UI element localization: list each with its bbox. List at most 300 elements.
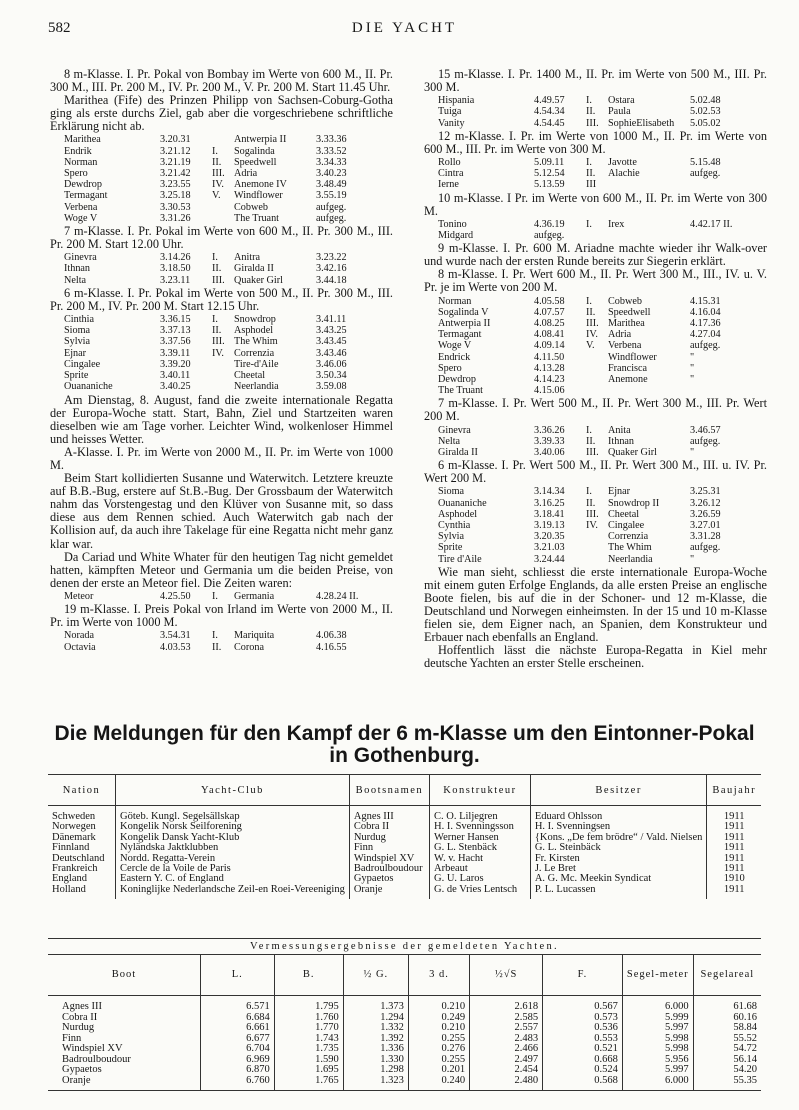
entries-table	[48, 774, 761, 899]
table-cell: Arbeaut	[430, 864, 531, 874]
result-cell: 5.15.48	[690, 156, 721, 168]
result-cell: 3.46.06	[316, 358, 347, 370]
result-cell: I.	[212, 590, 218, 602]
results-table	[438, 296, 742, 397]
result-cell: 3.54.31	[160, 630, 191, 642]
table-cell: 61.68	[693, 996, 761, 1013]
table-cell: 60.16	[693, 1013, 761, 1024]
results-table	[438, 219, 742, 241]
result-row	[438, 498, 742, 509]
result-cell: III.	[586, 117, 599, 129]
table-cell: 5.997	[622, 1065, 693, 1076]
result-cell: 3.40.23	[316, 168, 347, 180]
table-cell: 1911	[707, 864, 761, 874]
result-cell: 3.40.06	[534, 446, 565, 458]
table-row	[48, 996, 761, 1013]
table-cell: Nordd. Regatta-Verein	[116, 854, 350, 864]
result-row	[64, 190, 368, 201]
table-cell: 54.20	[693, 1065, 761, 1076]
table-cell: 1.336	[343, 1044, 408, 1055]
table-cell: 2.497	[470, 1055, 543, 1066]
result-cell: 4.11.50	[534, 351, 565, 363]
table-row	[48, 1034, 761, 1045]
result-cell: 3.31.26	[160, 212, 191, 224]
paragraph: A-Klasse. I. Pr. im Werte von 2000 M., II. Pr. im Werte von 1000 M.	[50, 444, 393, 472]
result-cell: 3.43.25	[316, 325, 347, 337]
result-cell: Francisca	[608, 362, 648, 374]
result-cell: 3.33.36	[316, 134, 347, 146]
table-cell: Badroulboudour	[349, 864, 429, 874]
result-cell: Tuiga	[438, 106, 462, 118]
column-header: ½ G.	[343, 955, 408, 996]
table-cell: H. I. Svenningsen	[530, 822, 707, 832]
table-cell: G. U. Laros	[430, 874, 531, 884]
result-cell: Woge V	[64, 212, 98, 224]
result-cell: 3.46.57	[690, 424, 721, 436]
result-cell: Norman	[64, 156, 98, 168]
table-cell: 5.997	[622, 1023, 693, 1034]
result-cell: Spero	[64, 168, 88, 180]
result-cell: 3.14.34	[534, 486, 565, 498]
paragraph: 6 m-Klasse. I. Pr. Pokal im Werte von 500 M., II. Pr. 300 M., III. Pr. 200 M., IV. Pr. 200 M. Start 12.15 Uhr.	[50, 285, 393, 313]
paragraph: Hoffentlich lässt die nächste Europa-Regatta in Kiel mehr deutsche Yachten an erster Stelle erscheinen.	[424, 643, 767, 671]
result-cell: Ginevra	[64, 252, 97, 264]
table-cell: Agnes III	[349, 806, 429, 823]
result-row	[438, 352, 742, 363]
table-cell: 1911	[707, 806, 761, 823]
result-cell: 4.05.58	[534, 295, 565, 307]
result-cell	[586, 385, 608, 396]
result-cell: Antwerpia II	[438, 317, 491, 329]
table-cell: Nurdug	[349, 833, 429, 843]
result-cell: Tire-d'Aile	[234, 358, 279, 370]
result-cell: Asphodel	[438, 508, 478, 520]
results-table	[438, 486, 742, 564]
result-cell: 3.59.08	[316, 381, 347, 393]
table-cell: Oranje	[48, 1076, 200, 1091]
column-header: Nation	[48, 775, 116, 806]
result-cell: 3.39.11	[160, 347, 191, 359]
result-cell: Ithnan	[608, 435, 635, 447]
result-cell: 3.36.26	[534, 424, 565, 436]
table-cell: 0.521	[543, 1044, 623, 1055]
table-cell: G. L. Steinbäck	[530, 843, 707, 853]
result-cell: Tire d'Aile	[438, 553, 482, 565]
table-cell: 1.765	[274, 1076, 343, 1091]
result-cell: 3.19.13	[534, 519, 565, 531]
result-row	[438, 447, 742, 458]
result-cell: 3.26.59	[690, 508, 721, 520]
result-cell: III.	[212, 274, 225, 286]
result-cell: Endrick	[438, 351, 471, 363]
table-cell: Finn	[62, 1032, 82, 1044]
result-row	[438, 374, 742, 385]
right-column	[424, 68, 767, 671]
table-cell: 0.553	[543, 1034, 623, 1045]
table-cell: 56.14	[693, 1055, 761, 1066]
table-cell: 2.480	[470, 1076, 543, 1091]
table-cell: 0.255	[408, 1055, 469, 1066]
table-cell: 1.743	[274, 1034, 343, 1045]
result-cell: 3.14.26	[160, 252, 191, 264]
column-header: Segel-meter	[622, 955, 693, 996]
table-cell: 5.956	[622, 1055, 693, 1066]
table-row	[48, 806, 761, 823]
table-cell: Norwegen	[52, 821, 96, 833]
result-cell: 3.31.28	[690, 531, 721, 543]
result-cell: Windflower	[608, 351, 657, 363]
result-row	[64, 157, 368, 168]
result-cell: aufgeg.	[690, 168, 721, 180]
result-cell: Quaker Girl	[234, 274, 283, 286]
result-cell: Vanity	[438, 117, 465, 129]
result-cell: II.	[586, 168, 596, 180]
result-cell: Correnzia	[608, 531, 649, 543]
result-cell: 3.55.19	[316, 190, 347, 202]
result-cell	[212, 359, 234, 370]
table-cell: Cobra II	[349, 822, 429, 832]
result-cell: Nelta	[438, 435, 461, 447]
result-cell: 5.12.54	[534, 168, 565, 180]
result-cell: I.	[586, 156, 592, 168]
column-header: Bootsnamen	[349, 775, 429, 806]
result-cell: aufgeg.	[316, 212, 347, 224]
result-cell: 3.37.13	[160, 325, 191, 337]
table-cell: 1911	[707, 843, 761, 853]
result-cell: V.	[586, 340, 595, 352]
result-cell: 4.54.45	[534, 117, 565, 129]
result-cell: 3.18.41	[534, 508, 565, 520]
result-cell: Snowdrop	[234, 314, 276, 326]
paragraph: 6 m-Klasse. I. Pr. Wert 500 M., II. Pr. Wert 300 M., III. u. IV. Pr. Wert 200 M.	[424, 458, 767, 486]
result-row	[64, 252, 368, 263]
result-cell: Tonino	[438, 218, 467, 230]
table-cell: Agnes III	[62, 1001, 102, 1012]
result-cell: Quaker Girl	[608, 446, 657, 458]
table-cell: Deutschland	[52, 852, 105, 864]
result-cell: aufgeg.	[690, 435, 721, 447]
table-cell: W. v. Hacht	[430, 854, 531, 864]
result-cell: IV.	[212, 179, 224, 191]
result-cell: Windflower	[234, 190, 283, 202]
result-cell: 3.23.22	[316, 252, 347, 264]
table-cell: 0.249	[408, 1013, 469, 1024]
table-cell: Werner Hansen	[430, 833, 531, 843]
result-cell: 4.15.31	[690, 295, 721, 307]
result-cell: Rollo	[438, 156, 461, 168]
result-cell: Giralda II	[234, 263, 274, 275]
table-cell: Oranje	[349, 885, 429, 899]
result-cell: Antwerpia II	[234, 134, 287, 146]
result-cell: Cinthia	[64, 314, 94, 326]
result-cell: IV.	[586, 519, 598, 531]
result-row	[438, 531, 742, 542]
result-cell: 4.28.24 II.	[316, 590, 359, 602]
column-header: Yacht-Club	[116, 775, 350, 806]
table-cell: Dänemark	[52, 831, 96, 843]
result-row	[438, 385, 742, 396]
table-cell: 1911	[707, 854, 761, 864]
result-cell	[690, 230, 742, 241]
result-cell: Sogalinda	[234, 145, 275, 157]
result-cell: 3.21.12	[160, 145, 191, 157]
result-cell: Giralda II	[438, 446, 478, 458]
result-cell: Dewdrop	[64, 179, 102, 191]
result-cell	[586, 542, 608, 553]
result-cell: 3.40.11	[160, 370, 191, 382]
table-cell: 6.760	[200, 1076, 274, 1091]
table-cell: G. L. Stenbäck	[430, 843, 531, 853]
result-row	[438, 363, 742, 374]
result-cell: Anita	[608, 424, 631, 436]
result-cell: 3.42.16	[316, 263, 347, 275]
results-table	[438, 95, 742, 129]
table-cell: Kongelik Norsk Seilforening	[116, 822, 350, 832]
result-cell: II.	[586, 435, 596, 447]
result-cell: "	[690, 553, 695, 565]
result-cell: II.	[212, 325, 222, 337]
result-cell: 3.39.20	[160, 358, 191, 370]
table-cell: G. de Vries Lentsch	[430, 885, 531, 899]
result-cell: Adria	[234, 168, 258, 180]
result-cell: IV.	[586, 329, 598, 341]
table-cell: 2.618	[470, 996, 543, 1013]
result-cell: Norman	[438, 295, 472, 307]
result-cell: 5.05.02	[690, 117, 721, 129]
table-cell: Cercle de la Voile de Paris	[116, 864, 350, 874]
paragraph: 19 m-Klasse. I. Preis Pokal von Irland im Werte von 2000 M., II. Pr. im Werte von 1000 M.	[50, 602, 393, 630]
table-cell: 6.000	[622, 996, 693, 1013]
table-cell: 54.72	[693, 1044, 761, 1055]
result-cell: 4.36.19	[534, 218, 565, 230]
table-cell: Badroulboudour	[62, 1053, 131, 1065]
result-cell: III.	[586, 446, 599, 458]
result-row	[64, 348, 368, 359]
table-cell: C. O. Liljegren	[430, 806, 531, 823]
result-cell: 3.30.53	[160, 201, 191, 213]
result-cell: Nelta	[64, 274, 87, 286]
result-cell: 4.14.23	[534, 373, 565, 385]
result-row	[438, 486, 742, 497]
table-row	[48, 1055, 761, 1066]
result-cell: 3.24.44	[534, 553, 565, 565]
result-cell: 3.25.18	[160, 190, 191, 202]
table-cell: 0.568	[543, 1076, 623, 1091]
table-cell: Finnland	[52, 842, 90, 854]
result-cell: 3.37.56	[160, 336, 191, 348]
result-cell: 4.27.04	[690, 329, 721, 341]
table-cell: 2.454	[470, 1065, 543, 1076]
table-cell: 2.557	[470, 1023, 543, 1034]
result-cell: 4.42.17 II.	[690, 218, 733, 230]
paragraph: 9 m-Klasse. I. Pr. 600 M. Ariadne machte wieder ihr Walk-over und wurde nach der ersten Runde bereits zur Siegerin erklärt.	[424, 241, 767, 269]
table-cell: 1.795	[274, 996, 343, 1013]
result-cell: Snowdrop II	[608, 497, 660, 509]
result-cell: Ejnar	[608, 486, 631, 498]
result-row	[438, 318, 742, 329]
result-cell: Midgard	[438, 229, 474, 241]
result-cell: Dewdrop	[438, 373, 476, 385]
table-cell: 1.294	[343, 1013, 408, 1024]
column-header: F.	[543, 955, 623, 996]
result-cell	[586, 554, 608, 565]
results-table	[64, 630, 368, 652]
table-cell: Koninglijke Nederlandsche Zeil-en Roei-Vereeniging	[116, 885, 350, 899]
result-cell: Ejnar	[64, 347, 87, 359]
result-cell: Ouananiche	[64, 381, 113, 393]
table-cell: 58.84	[693, 1023, 761, 1034]
result-cell: III	[586, 179, 597, 191]
table-cell: Eastern Y. C. of England	[116, 874, 350, 884]
paragraph: 7 m-Klasse. I. Pr. Wert 500 M., II. Pr. Wert 300 M., III. Pr. Wert 200 M.	[424, 396, 767, 424]
result-cell: aufgeg.	[316, 201, 347, 213]
result-cell: 3.34.33	[316, 156, 347, 168]
table-cell: 1.332	[343, 1023, 408, 1034]
result-cell: Verbena	[608, 340, 642, 352]
result-cell: Germania	[234, 590, 275, 602]
result-cell: 3.39.33	[534, 435, 565, 447]
table-cell: 1.760	[274, 1013, 343, 1024]
result-cell: The Whim	[234, 336, 278, 348]
result-cell: 3.16.25	[534, 497, 565, 509]
result-cell: 4.25.50	[160, 590, 191, 602]
result-cell: I.	[586, 295, 592, 307]
table-cell: 1.330	[343, 1055, 408, 1066]
result-cell: 3.23.55	[160, 179, 191, 191]
paragraph: Da Cariad und White Whater für den heutigen Tag nicht gemeldet hatten, kämpften Meteor und Germania um die beiden Preise, von denen der erste an Meteor fiel. Die Zeiten waren:	[50, 549, 393, 590]
result-cell: Sogalinda V	[438, 306, 489, 318]
table-cell: 5.998	[622, 1044, 693, 1055]
result-cell: 3.21.03	[534, 542, 565, 554]
result-row	[64, 591, 368, 602]
table-cell: J. Le Bret	[530, 864, 707, 874]
result-cell: Cobweb	[608, 295, 642, 307]
result-cell: 3.43.46	[316, 347, 347, 359]
table-cell: Finn	[349, 843, 429, 853]
result-row	[438, 219, 742, 230]
result-row	[64, 642, 368, 653]
result-row	[438, 554, 742, 565]
paragraph: 7 m-Klasse. I. Pr. Pokal im Werte von 600 M., II. Pr. 300 M., III. Pr. 200 M. Start 12.00 Uhr.	[50, 224, 393, 252]
result-cell: Sprite	[438, 542, 463, 554]
table-cell: 6.684	[200, 1013, 274, 1024]
result-cell: II.	[212, 156, 222, 168]
result-cell: 3.50.34	[316, 370, 347, 382]
result-row	[438, 106, 742, 117]
result-cell: Paula	[608, 106, 631, 118]
result-row	[438, 329, 742, 340]
result-row	[438, 118, 742, 129]
result-row	[64, 325, 368, 336]
table-cell: Gypaetos	[62, 1064, 102, 1075]
result-cell: Verbena	[64, 201, 98, 213]
table-cell: Windspiel XV	[349, 854, 429, 864]
result-row	[438, 542, 742, 553]
result-cell: Ouananiche	[438, 497, 487, 509]
table-cell: 1911	[707, 885, 761, 899]
table-cell: 1.735	[274, 1044, 343, 1055]
measurement-table	[48, 954, 761, 1091]
result-cell: I.	[212, 252, 218, 264]
result-row	[64, 359, 368, 370]
result-cell: Octavia	[64, 641, 96, 653]
result-row	[438, 425, 742, 436]
result-cell: 4.13.28	[534, 362, 565, 374]
result-cell: I.	[212, 314, 218, 326]
result-cell: Marithea	[64, 134, 101, 146]
result-cell: II.	[212, 263, 222, 275]
result-cell	[608, 179, 690, 190]
result-cell: Spero	[438, 362, 462, 374]
result-cell: III.	[212, 168, 225, 180]
results-table	[64, 134, 368, 224]
result-cell: 4.15.06	[534, 385, 565, 397]
result-cell: Ginevra	[438, 424, 471, 436]
table-cell: 1911	[707, 822, 761, 832]
result-cell: II.	[586, 306, 596, 318]
result-cell: Cynthia	[438, 519, 471, 531]
results-table	[64, 591, 368, 602]
column-header: Segelareal	[693, 955, 761, 996]
table-cell: Eduard Ohlsson	[530, 806, 707, 823]
result-cell: V.	[212, 190, 221, 202]
result-cell: 3.40.25	[160, 381, 191, 393]
column-header: Konstrukteur	[430, 775, 531, 806]
result-cell: Cingalee	[608, 519, 645, 531]
result-cell	[212, 381, 234, 392]
result-cell	[586, 374, 608, 385]
table-cell: 1.298	[343, 1065, 408, 1076]
result-cell: I.	[586, 95, 592, 107]
result-cell: Correnzia	[234, 347, 275, 359]
left-column	[50, 68, 393, 654]
table-cell: 6.870	[200, 1065, 274, 1076]
result-cell	[586, 363, 608, 374]
result-cell: aufgeg.	[690, 340, 721, 352]
result-cell: Corona	[234, 641, 264, 653]
table-cell: 2.585	[470, 1013, 543, 1024]
result-cell: IV.	[212, 347, 224, 359]
result-cell: 5.02.53	[690, 106, 721, 118]
result-cell	[586, 230, 608, 241]
table-cell: 1910	[707, 874, 761, 884]
table-cell: 6.000	[622, 1076, 693, 1091]
result-cell: Sioma	[438, 486, 465, 498]
table-cell: 6.969	[200, 1055, 274, 1066]
result-cell: "	[690, 373, 695, 385]
result-cell: Anemone IV	[234, 179, 287, 191]
result-cell: Termagant	[64, 190, 108, 202]
result-cell: III.	[586, 317, 599, 329]
table-cell: 6.677	[200, 1034, 274, 1045]
column-header: Besitzer	[530, 775, 707, 806]
table-cell: 0.240	[408, 1076, 469, 1091]
table-cell: Kongelik Dansk Yacht-Klub	[116, 833, 350, 843]
result-cell	[608, 230, 690, 241]
result-cell: II.	[586, 106, 596, 118]
result-cell: "	[690, 362, 695, 374]
table-cell: Fr. Kirsten	[530, 854, 707, 864]
result-row	[64, 202, 368, 213]
result-cell: 4.08.25	[534, 317, 565, 329]
table-cell: 0.210	[408, 996, 469, 1013]
result-cell: Sioma	[64, 325, 91, 337]
result-cell: Irex	[608, 218, 625, 230]
result-cell: 3.48.49	[316, 179, 347, 191]
paragraph: 8 m-Klasse. I. Pr. Wert 600 M., II. Pr. Wert 300 M., III., IV. u. V. Pr. je im Werte von 200 M.	[424, 267, 767, 295]
result-cell: I.	[212, 145, 218, 157]
result-cell: Mariquita	[234, 630, 275, 642]
